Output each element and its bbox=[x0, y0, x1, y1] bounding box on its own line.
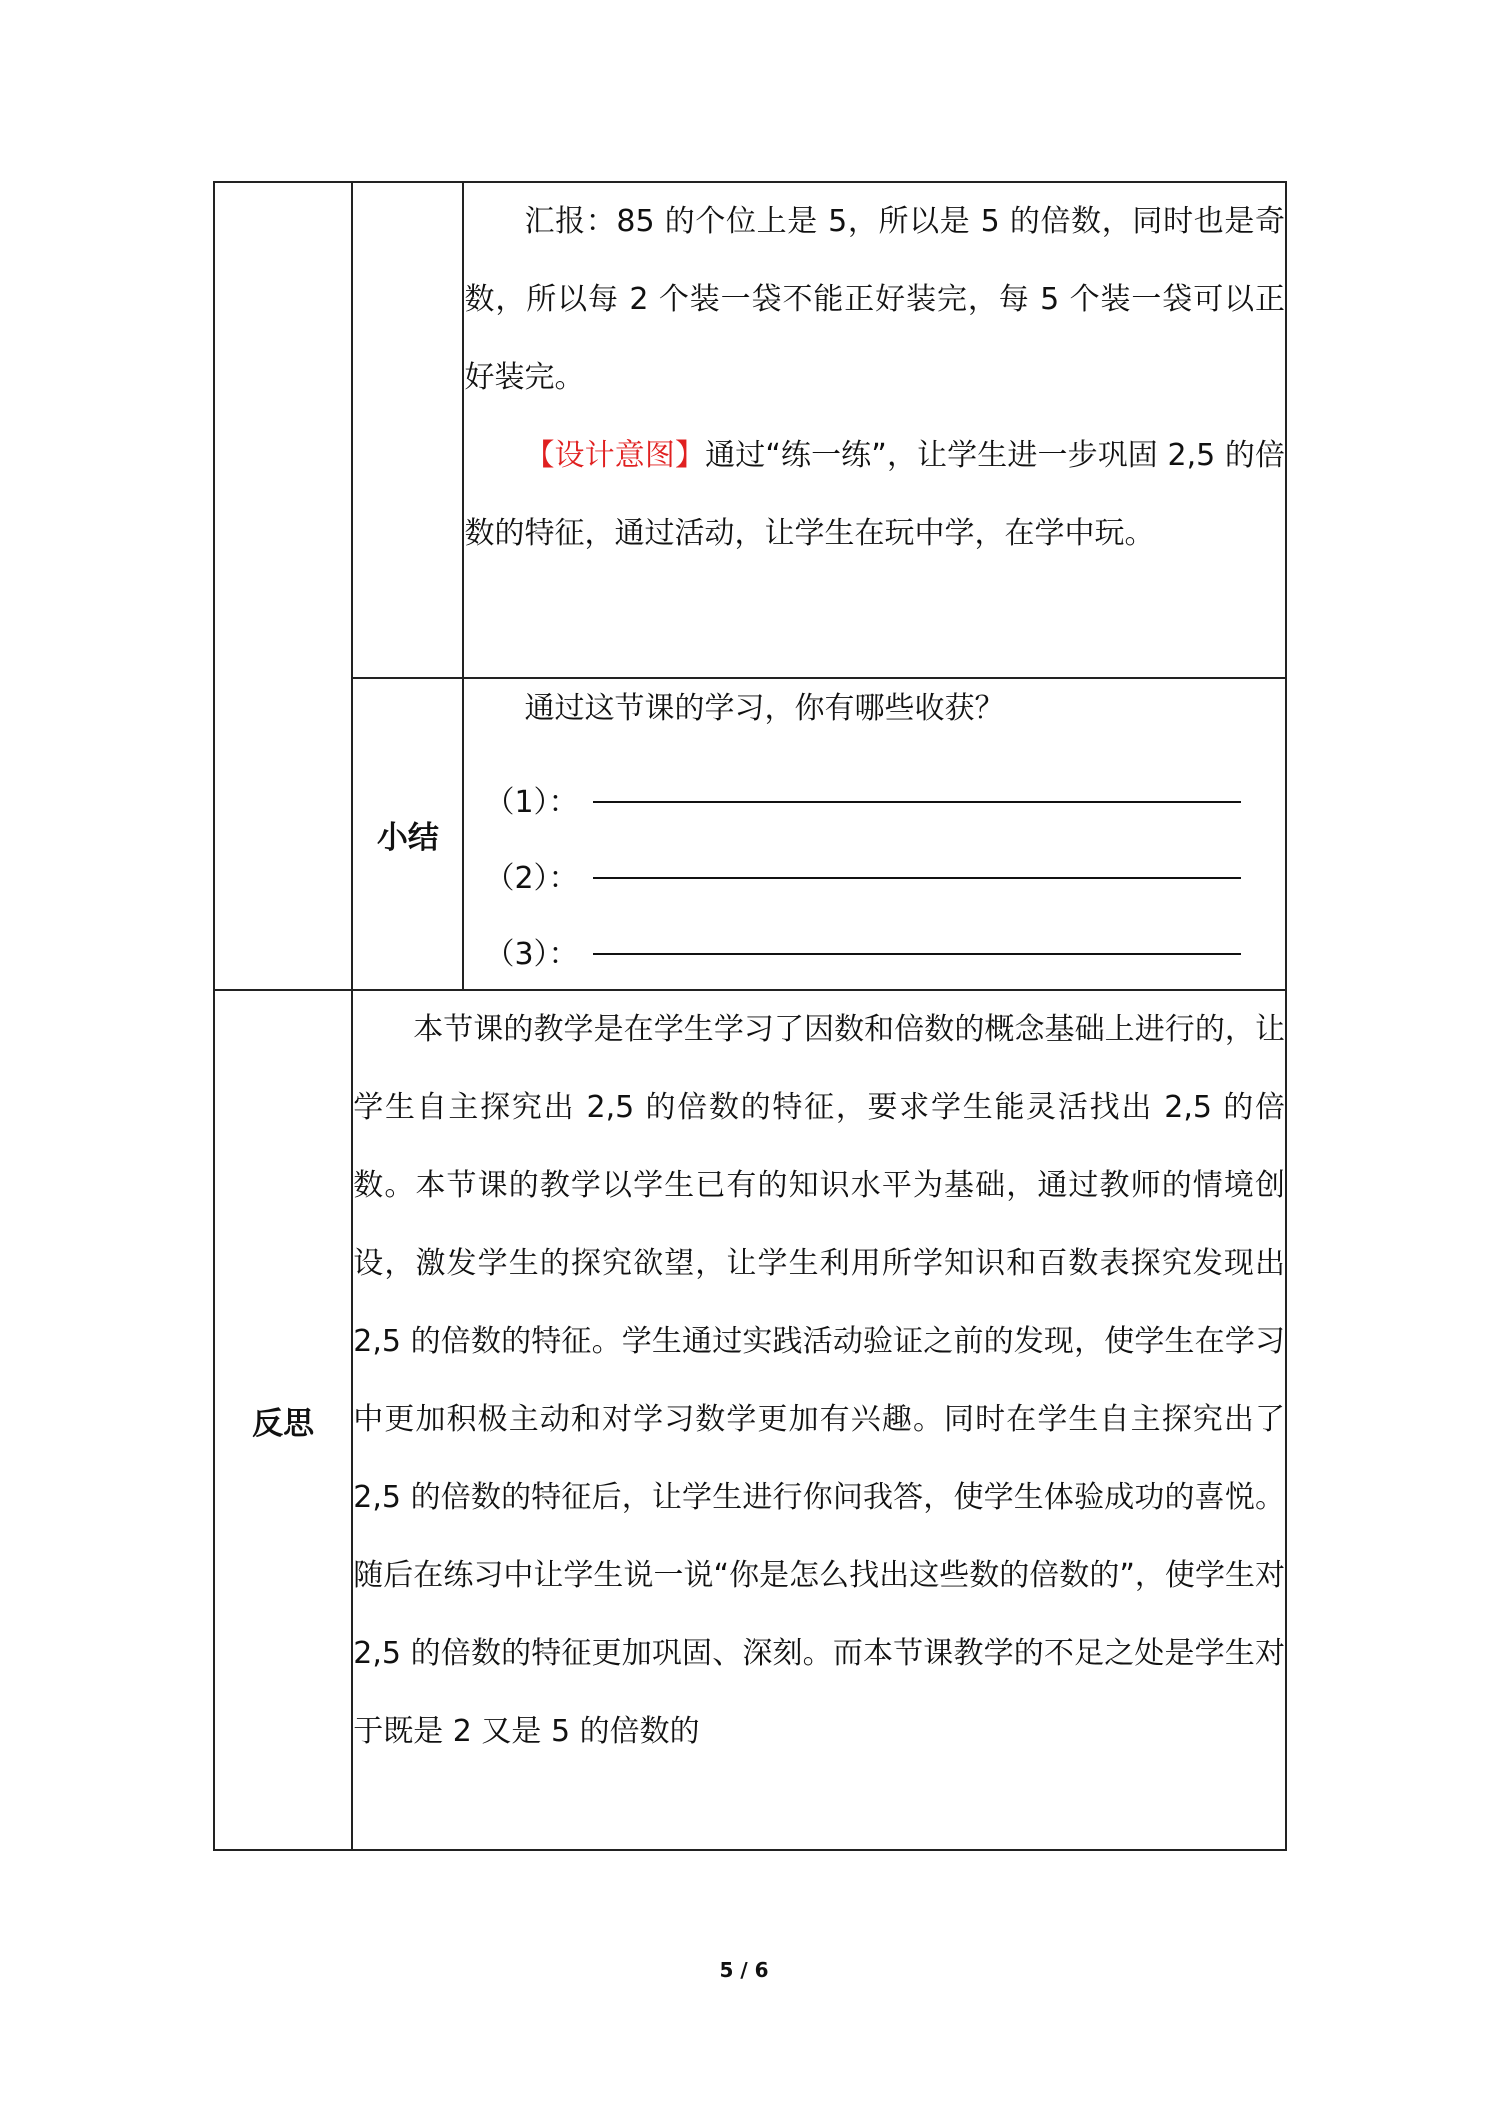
answer-blank-line[interactable] bbox=[593, 923, 1241, 955]
design-intent-text: 通过“练一练”，让学生进一步巩固 2,5 的倍数的特征，通过活动，让学生在玩中学，在学中玩。 bbox=[464, 438, 1286, 551]
summary-item-2 bbox=[464, 821, 1285, 897]
reflection-cell bbox=[352, 990, 1286, 1850]
activity-cell bbox=[463, 182, 1286, 678]
summary-cell bbox=[463, 678, 1286, 990]
answer-blank-line[interactable] bbox=[593, 847, 1241, 879]
summary-item-3 bbox=[464, 897, 1285, 973]
summary-label: 小结 bbox=[352, 678, 463, 990]
answer-blank-line[interactable] bbox=[593, 771, 1241, 803]
reflection-paragraph: 本节课的教学是在学生学习了因数和倍数的概念基础上进行的，让学生自主探究出 2,5 的倍数的特征，要求学生能灵活找出 2,5 的倍数。本节课的教学以学生已有的知识水平为基础，通过教师的情境创设，激发学生的探究欲望，让学生利用所学知识和百数表探究发现出 2,5 的倍数的特征。学生通过实践活动验证之前的发现，使学生在学习中更加积极主动和对学习数学更加有兴趣。同时在学生自主探究出了 2,5 的倍数的特征后，让学生进行你问我答，使学生体验成功的喜悦。随后在练习中让学生说一说“你是怎么找出这些数的倍数的”，使学生对 2,5 的倍数的特征更加巩固、深刻。而本节课教学的不足之处是学生对于既是 2 又是 5 的倍数的 bbox=[353, 1012, 1285, 1749]
design-intent-paragraph bbox=[464, 417, 1285, 573]
empty-category-cell bbox=[214, 182, 352, 990]
lesson-plan-table bbox=[213, 181, 1287, 1851]
summary-question: 通过这节课的学习，你有哪些收获？ bbox=[524, 691, 1005, 726]
summary-item-label: （3）： bbox=[484, 937, 579, 972]
summary-item-1 bbox=[464, 745, 1285, 821]
table-row bbox=[214, 678, 1286, 990]
design-intent-tag: 【设计意图】 bbox=[524, 438, 706, 473]
table-row bbox=[214, 990, 1286, 1850]
summary-item-label: （2）： bbox=[484, 861, 579, 896]
reflection-label: 反思 bbox=[214, 990, 352, 1850]
report-paragraph: 汇报：85 的个位上是 5，所以是 5 的倍数，同时也是奇数，所以每 2 个装一袋不能正好装完，每 5 个装一袋可以正好装完。 bbox=[464, 204, 1285, 395]
page-number: 5 / 6 bbox=[719, 1958, 769, 1982]
summary-item-label: （1）： bbox=[484, 785, 579, 820]
table-row bbox=[214, 182, 1286, 678]
empty-label-cell bbox=[352, 182, 463, 678]
